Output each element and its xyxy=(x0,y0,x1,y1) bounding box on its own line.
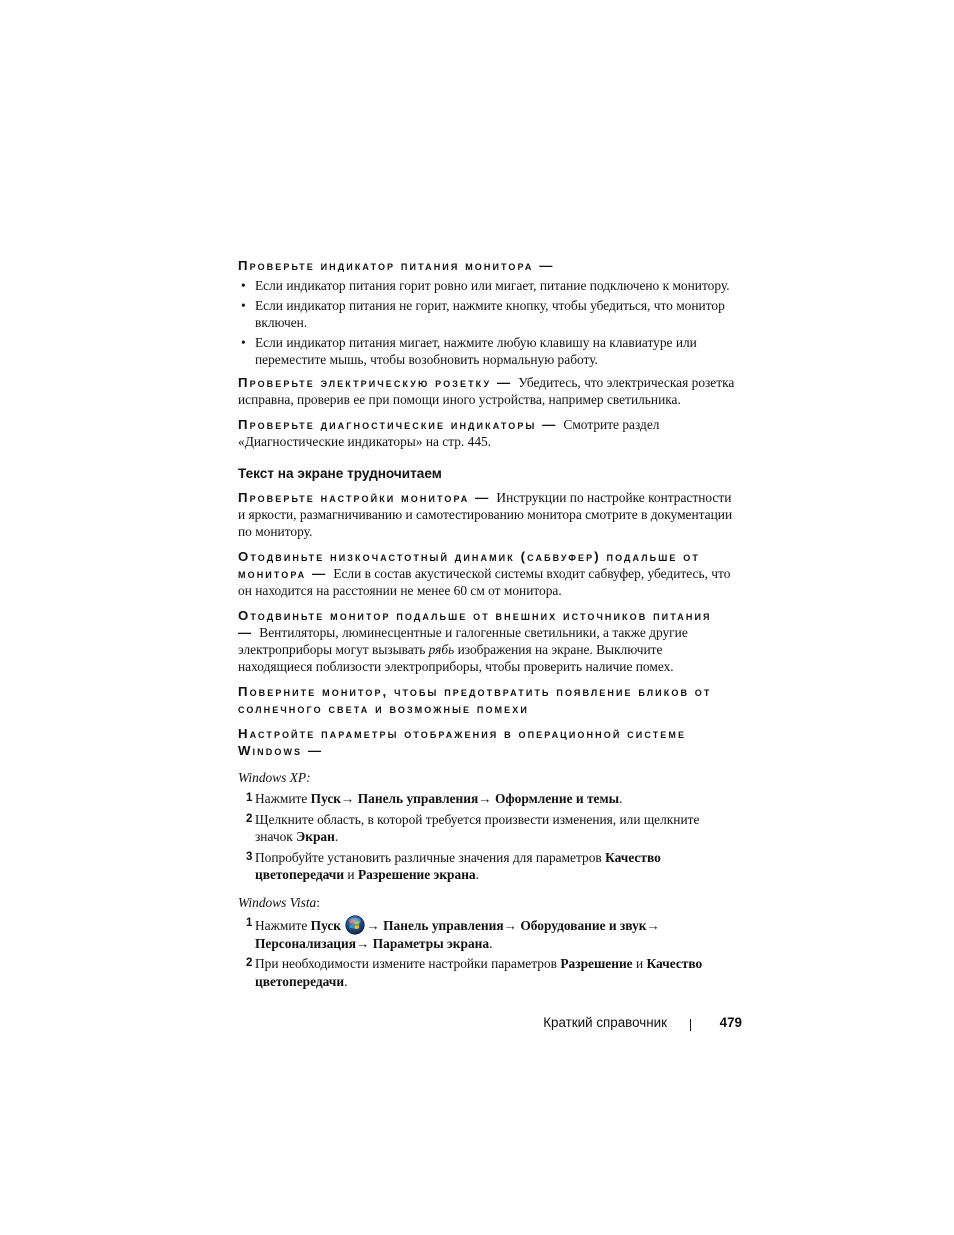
windows-start-orb-icon xyxy=(345,915,365,935)
arrow-glyph: → xyxy=(355,935,373,951)
ui-term: Оформление и темы xyxy=(494,791,620,806)
section-heading: Поверните монитор, чтобы предотвратить появление бликов от солнечного света и возможные помехи xyxy=(238,684,712,716)
os-label-xp: Windows XP: xyxy=(238,770,311,785)
section-text: Смотрите раздел «Диагностические индикаторы» на стр. 445. xyxy=(238,417,660,449)
section-monitor-settings xyxy=(238,489,738,540)
step-item: 3 Попробуйте установить различные значения для параметров Качество цветопередачи и Разрешение экрана. xyxy=(246,849,661,882)
ui-term: Персонализация xyxy=(255,935,356,951)
step-item: 1 Нажмите Пуск → Панель управления→ Оборудование и звук→ Персонализация→ Параметры экрана. xyxy=(246,916,660,951)
ui-term: Панель управления xyxy=(383,917,504,933)
step-item: 2 При необходимости измените настройки параметров Разрешение и Качество цветопередачи. xyxy=(246,956,703,989)
arrow-glyph: → xyxy=(341,791,358,806)
arrow-glyph: → xyxy=(646,917,660,933)
section-text: Вентиляторы, люминесцентные и галогенные светильники, а также другие электроприборы могут вызывать xyxy=(238,625,688,657)
ui-term: Параметры экрана xyxy=(372,935,490,951)
ui-term: Панель управления xyxy=(357,791,479,806)
ui-term: Пуск xyxy=(310,917,342,933)
step-number: 1 xyxy=(246,916,253,929)
page-content xyxy=(238,258,738,996)
section-diagnostic-lights xyxy=(238,416,738,450)
footer-title: Краткий справочник xyxy=(543,1015,667,1030)
arrow-glyph: → xyxy=(478,791,495,806)
xp-steps xyxy=(238,790,738,884)
ui-term: Качество цветопередачи xyxy=(255,956,703,989)
subsection-title: Текст на экране трудночитаем xyxy=(238,466,442,481)
os-label-vista: Windows Vista: xyxy=(238,894,320,910)
list-item: • Если индикатор питания не горит, нажмите кнопку, чтобы убедиться, что монитор включен. xyxy=(241,298,725,330)
section-heading: Проверьте индикатор питания монитора — xyxy=(238,258,555,273)
step-number: 3 xyxy=(246,850,253,863)
section-heading: Проверьте настройки монитора — xyxy=(238,490,491,505)
section-monitor-power xyxy=(238,258,738,368)
section-text: Инструкции по настройке контрастности и яркости, размагничиванию и самотестированию монитора смотрите в документации по монитору. xyxy=(238,490,733,539)
section-subwoofer xyxy=(238,548,738,599)
section-heading: Проверьте диагностические индикаторы — xyxy=(238,417,558,432)
footer-divider xyxy=(690,1019,691,1031)
section-power-outlet xyxy=(238,374,738,408)
ui-term: Качество цветопередачи xyxy=(255,849,661,882)
list-item: • Если индикатор питания мигает, нажмите любую клавишу на клавиатуре или переместите мышь, чтобы возобновить нормальную работу. xyxy=(241,335,697,367)
ui-term: Разрешение экрана xyxy=(357,867,476,882)
section-windows-settings xyxy=(238,725,738,759)
step-number: 2 xyxy=(246,957,253,969)
ui-term: Разрешение xyxy=(560,956,633,971)
emphasis-text: рябь xyxy=(428,642,455,657)
section-heading: Отодвиньте низкочастотный динамик (сабвуфер) подальше от монитора — xyxy=(238,549,700,581)
page-number: 479 xyxy=(719,1015,742,1030)
section-text-cont: изображения на экране. Выключите находящиеся поблизости электроприборы, чтобы проверить наличие помех. xyxy=(238,642,674,674)
vista-steps xyxy=(238,915,738,991)
ui-term: Пуск xyxy=(310,791,342,806)
step-item: 1 Нажмите Пуск→ Панель управления→ Оформление и темы. xyxy=(246,791,623,806)
section-heading: Проверьте электрическую розетку — xyxy=(238,375,513,390)
ui-term: Экран xyxy=(296,829,335,844)
section-heading: Настройте параметры отображения в операционной системе Windows — xyxy=(238,726,687,758)
step-number: 1 xyxy=(246,792,253,804)
bullet-icon: • xyxy=(241,335,246,350)
page-footer xyxy=(500,1015,742,1035)
list-item: • Если индикатор питания горит ровно или мигает, питание подключено к монитору. xyxy=(241,278,730,293)
section-external-sources xyxy=(238,607,738,675)
step-number: 2 xyxy=(246,812,253,825)
arrow-glyph: → xyxy=(366,917,384,933)
bullet-list xyxy=(238,277,738,368)
bullet-icon: • xyxy=(241,298,246,313)
bullet-icon: • xyxy=(241,278,246,293)
section-text: Если в состав акустической системы входит сабвуфер, убедитесь, что он находится на расстоянии не менее 60 см от монитора. xyxy=(238,566,731,598)
step-item: 2 Щелкните область, в которой требуется произвести изменения, или щелкните значок Экран. xyxy=(246,811,700,844)
section-glare xyxy=(238,683,738,717)
section-heading: Отодвиньте монитор подальше от внешних источников питания — xyxy=(238,608,712,640)
arrow-glyph: → xyxy=(503,917,521,933)
ui-term: Оборудование и звук xyxy=(520,917,647,933)
section-text: Убедитесь, что электрическая розетка исправна, проверив ее при помощи иного устройства, например светильника. xyxy=(238,375,735,407)
